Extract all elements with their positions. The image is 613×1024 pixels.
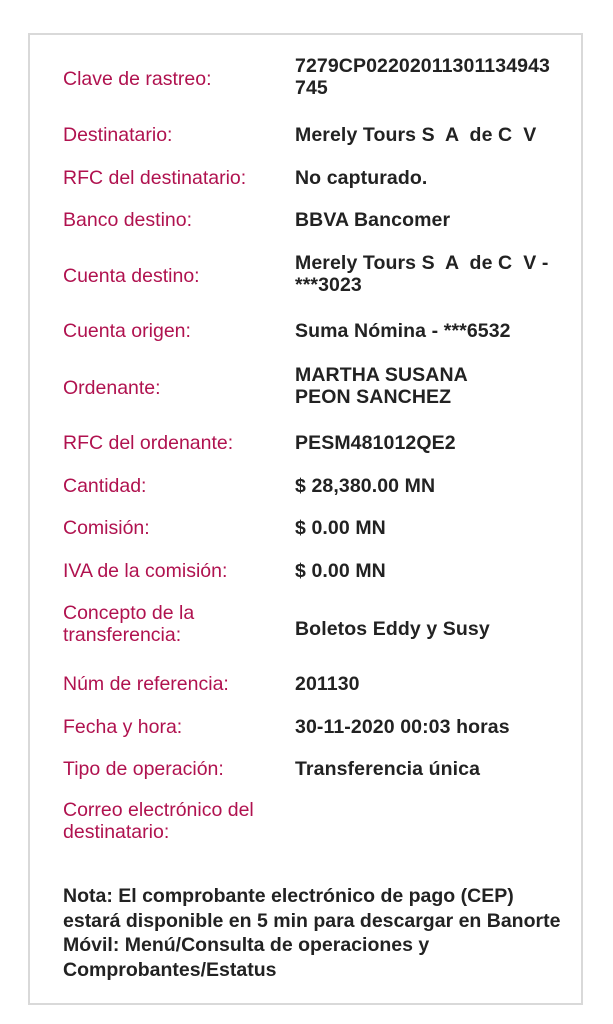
recipient-value: Merely Tours S A de C V: [295, 124, 537, 146]
transfer-concept-label: Concepto de la transferencia:: [63, 602, 195, 646]
destination-account-value: Merely Tours S A de C V - ***3023: [295, 252, 554, 296]
reference-number-label: Núm de referencia:: [63, 673, 229, 695]
destination-bank-value: BBVA Bancomer: [295, 209, 451, 231]
fee-vat-label: IVA de la comisión:: [63, 560, 228, 582]
transfer-receipt-card: [28, 33, 583, 1005]
payer-label: Ordenante:: [63, 377, 161, 399]
reference-number-value: 201130: [295, 673, 360, 695]
recipient-label: Destinatario:: [63, 124, 173, 146]
operation-type-value: Transferencia única: [295, 758, 481, 780]
amount-value: $ 28,380.00 MN: [295, 475, 436, 497]
payer-value: MARTHA SUSANA PEON SANCHEZ: [295, 364, 468, 408]
recipient-rfc-label: RFC del destinatario:: [63, 167, 247, 189]
origin-account-label: Cuenta origen:: [63, 320, 191, 342]
date-time-value: 30-11-2020 00:03 horas: [295, 716, 510, 738]
fee-vat-value: $ 0.00 MN: [295, 560, 386, 582]
recipient-rfc-value: No capturado.: [295, 167, 428, 189]
amount-label: Cantidad:: [63, 475, 147, 497]
cep-availability-note: Nota: El comprobante electrónico de pago (CEP) estará disponible en 5 min para descargar en Banorte Móvil: Menú/Consulta de operaciones y Comprobantes/Estatus: [63, 885, 561, 981]
destination-account-label: Cuenta destino:: [63, 265, 200, 287]
payer-rfc-label: RFC del ordenante:: [63, 432, 234, 454]
recipient-email-label: Correo electrónico del destinatario:: [63, 799, 254, 843]
fee-label: Comisión:: [63, 517, 150, 539]
transfer-concept-value: Boletos Eddy y Susy: [295, 618, 490, 640]
operation-type-label: Tipo de operación:: [63, 758, 224, 780]
fee-value: $ 0.00 MN: [295, 517, 386, 539]
origin-account-value: Suma Nómina - ***6532: [295, 320, 511, 342]
destination-bank-label: Banco destino:: [63, 209, 193, 231]
date-time-label: Fecha y hora:: [63, 716, 183, 738]
tracking-key-label: Clave de rastreo:: [63, 68, 212, 90]
payer-rfc-value: PESM481012QE2: [295, 432, 456, 454]
tracking-key-value: 7279CP02202011301134943745: [295, 55, 550, 99]
